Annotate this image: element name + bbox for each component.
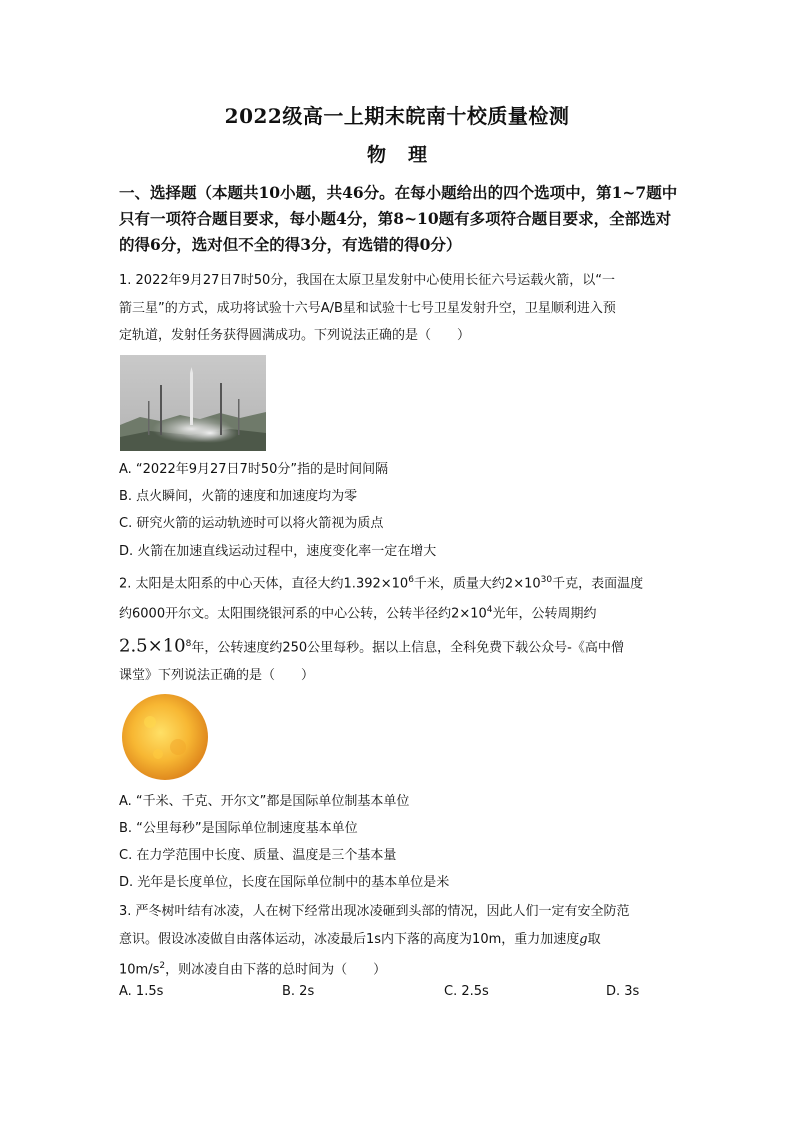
q3-line-3	[119, 954, 679, 982]
subject-title: 物理	[366, 144, 449, 166]
period-value: 2.5×10	[119, 635, 186, 657]
q3-options-row	[119, 984, 679, 1004]
q2-text: 千米，质量大约2×10	[413, 576, 541, 592]
exam-title: 2022级高一上期末皖南十校质量检测	[224, 104, 570, 128]
q3-option-b: B. 2s	[282, 984, 315, 999]
q2-line-1	[119, 568, 679, 596]
q2-option-d: D. 光年是长度单位，长度在国际单位制中的基本单位是米	[119, 875, 450, 890]
q1-option-a: A. “2022年9月27日7时50分”指的是时间间隔	[119, 462, 389, 477]
exponent: 4	[486, 605, 493, 615]
q2-text: 约6000开尔文。太阳围绕银河系的中心公转，公转半径约2×10	[119, 606, 487, 622]
exponent: 2	[159, 961, 166, 971]
section-heading: 一、选择题（本题共10小题，共46分。在每小题给出的四个选项中，第1~7题中只有一项符合题目要求，每小题4分，第8~10题有多项符合题目要求，全部选对的得6分，选对但不全的得3分，有选错的得0分）	[119, 183, 678, 254]
q3-text: ，则冰凌自由下落的总时间为（ ）	[165, 962, 387, 978]
q2-text: 2. 太阳是太阳系的中心天体，直径大约1.392×10	[119, 576, 409, 592]
q2-option-b: B. “公里每秒”是国际单位制速度基本单位	[119, 821, 358, 836]
gravity-symbol: g	[579, 932, 588, 947]
rocket-launch-photo	[120, 355, 266, 451]
q2-text: 光年，公转周期约	[492, 606, 597, 622]
exponent: 30	[540, 575, 553, 585]
q3-line-1: 3. 严冬树叶结有冰凌，人在树下经常出现冰凌砸到头部的情况，因此人们一定有安全防范	[119, 904, 630, 919]
q1-line-2: 箭三星”的方式，成功将试验十六号A/B星和试验十七号卫星发射升空，卫星顺利进入预	[119, 301, 616, 316]
q1-line-1: 1. 2022年9月27日7时50分，我国在太原卫星发射中心使用长征六号运载火箭，以“一	[119, 273, 615, 288]
exponent: 6	[408, 575, 414, 585]
q1-line-3: 定轨道，发射任务获得圆满成功。下列说法正确的是（ ）	[119, 328, 471, 343]
sun-image	[118, 692, 213, 782]
q2-option-c: C. 在力学范围中长度、质量、温度是三个基本量	[119, 848, 397, 863]
q2-line-4: 课堂》下列说法正确的是（ ）	[119, 668, 315, 683]
q2-option-a: A. “千米、千克、开尔文”都是国际单位制基本单位	[119, 794, 410, 809]
q3-option-c: C. 2.5s	[444, 984, 489, 999]
q3-option-a: A. 1.5s	[119, 984, 164, 999]
q3-text: 取	[587, 932, 601, 947]
q2-text: 千克，表面温度	[552, 576, 644, 592]
q3-text: 10m/s	[119, 962, 160, 978]
q1-option-d: D. 火箭在加速直线运动过程中，速度变化率一定在增大	[119, 544, 437, 559]
q2-line-3	[119, 632, 679, 660]
q3-line-2	[119, 927, 679, 952]
q1-option-c: C. 研究火箭的运动轨迹时可以将火箭视为质点	[119, 516, 384, 531]
q2-text: 年，公转速度约250公里每秒。据以上信息，全科免费下载公众号-《高中僧	[191, 640, 624, 656]
q3-text: 意识。假设冰凌做自由落体运动，冰凌最后1s内下落的高度为10m，重力加速度	[119, 932, 580, 947]
q1-option-b: B. 点火瞬间，火箭的速度和加速度均为零	[119, 489, 358, 504]
q3-option-d: D. 3s	[606, 984, 640, 999]
q2-line-2	[119, 598, 679, 626]
exponent: 8	[185, 639, 192, 649]
